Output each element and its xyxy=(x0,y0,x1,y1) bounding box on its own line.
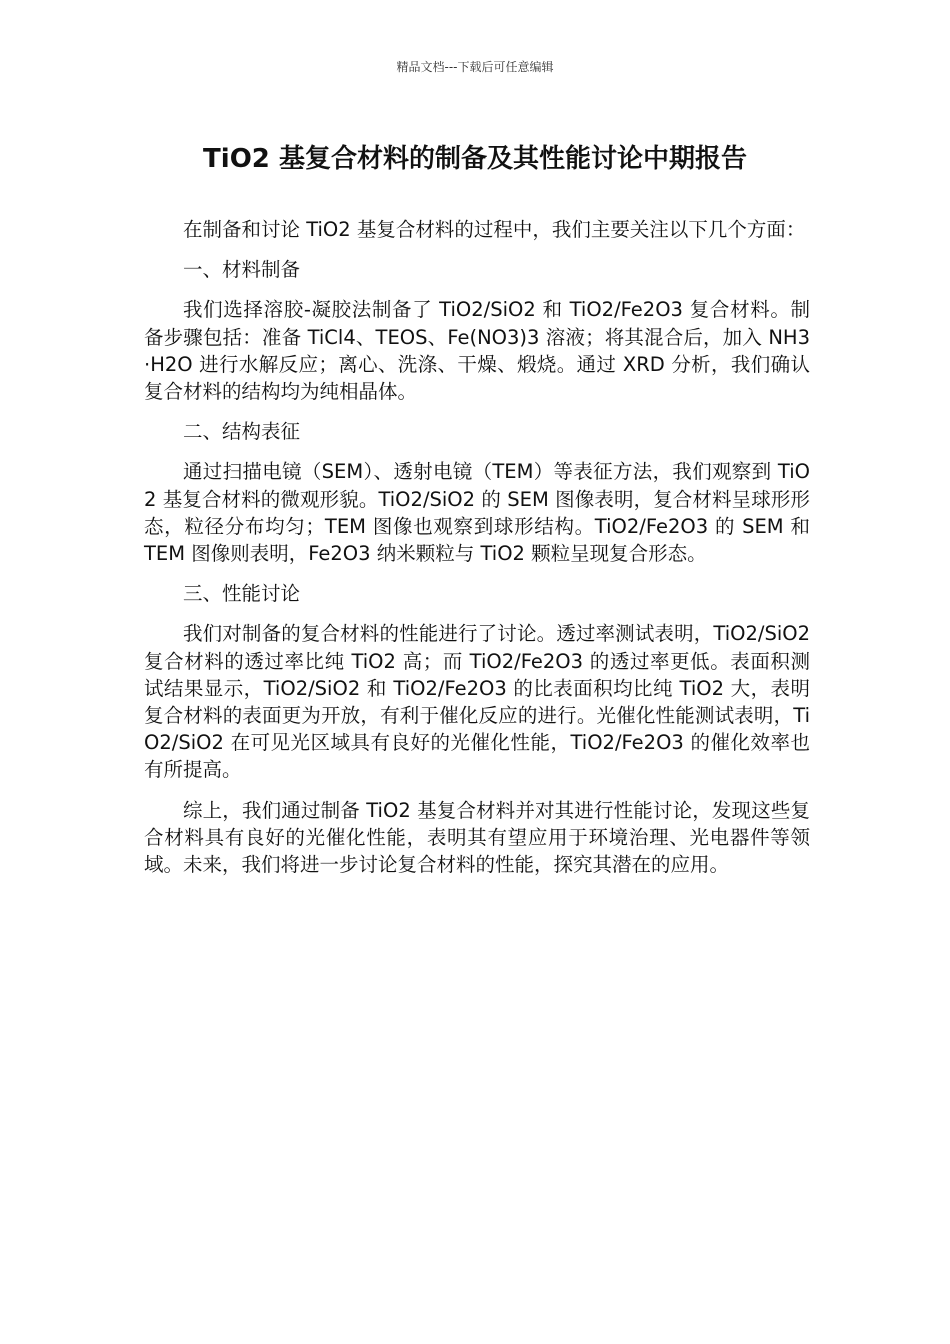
section-heading-preparation: 一、材料制备 xyxy=(183,258,301,282)
section-text-characterization: 通过扫描电镜（SEM）、透射电镜（TEM）等表征方法，我们观察到 TiO2 基复合材料的微观形貌。TiO2/SiO2 的 SEM 图像表明，复合材料呈球形形态，粒径分布均匀；TEM 图像也观察到球形结构。TiO2/Fe2O3 的 SEM 和 TEM 图像则表明，Fe2O3 纳米颗粒与 TiO2 颗粒呈现复合形态。 xyxy=(144,460,810,566)
section-heading-performance: 三、性能讨论 xyxy=(183,582,301,606)
document-body xyxy=(144,216,810,891)
conclusion-paragraph: 综上，我们通过制备 TiO2 基复合材料并对其进行性能讨论，发现这些复合材料具有良好的光催化性能，表明其有望应用于环境治理、光电器件等领域。未来，我们将进一步讨论复合材料的性能，探究其潜在的应用。 xyxy=(144,798,810,877)
intro-paragraph: 在制备和讨论 TiO2 基复合材料的过程中，我们主要关注以下几个方面： xyxy=(183,218,806,241)
header-note: 精品文档---下载后可任意编辑 xyxy=(396,60,554,74)
section-heading-characterization: 二、结构表征 xyxy=(183,420,301,444)
section-text-performance: 我们对制备的复合材料的性能进行了讨论。透过率测试表明，TiO2/SiO2 复合材料的透过率比纯 TiO2 高；而 TiO2/Fe2O3 的透过率更低。表面积测试结果显示，TiO2/SiO2 和 TiO2/Fe2O3 的比表面积均比纯 TiO2 大，表明复合材料的表面更为开放，有利于催化反应的进行。光催化性能测试表明，TiO2/SiO2 在可见光区域具有良好的光催化性能，TiO2/Fe2O3 的催化效率也有所提高。 xyxy=(144,622,810,782)
section-text-preparation: 我们选择溶胶-凝胶法制备了 TiO2/SiO2 和 TiO2/Fe2O3 复合材料。制备步骤包括：准备 TiCl4、TEOS、Fe(NO3)3 溶液；将其混合后，加入 NH3·H2O 进行水解反应；离心、洗涤、干燥、煅烧。通过 XRD 分析，我们确认复合材料的结构均为纯相晶体。 xyxy=(144,298,810,404)
page-title: TiO2 基复合材料的制备及其性能讨论中期报告 xyxy=(203,144,747,174)
